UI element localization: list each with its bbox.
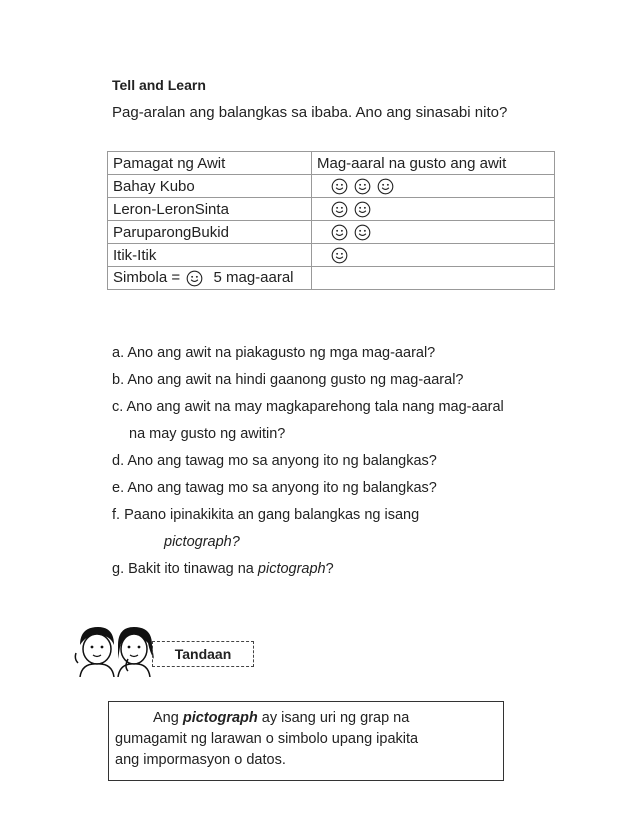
legend-prefix: Simbola = <box>113 269 181 287</box>
table-row <box>108 175 555 198</box>
face-cell <box>312 244 555 267</box>
question-d: d. Ano ang tawag mo sa anyong ito ng balangkas? <box>112 453 437 469</box>
song-title: Itik-Itik <box>108 244 312 267</box>
definition-prefix: Ang <box>153 710 183 726</box>
smiley-icon <box>354 224 371 241</box>
question-e: e. Ano ang tawag mo sa anyong ito ng balangkas? <box>112 480 437 496</box>
question-g <box>112 556 592 583</box>
children-illustration <box>74 623 156 677</box>
empty-cell <box>312 267 555 290</box>
table-row <box>108 244 555 267</box>
question-list <box>112 340 592 583</box>
table-row <box>108 221 555 244</box>
table-header-row <box>108 152 555 175</box>
question-g-end: ? <box>325 561 334 577</box>
definition-line-1 <box>115 708 503 729</box>
legend-row <box>108 267 555 290</box>
smiley-icon <box>331 247 348 264</box>
face-cell <box>312 198 555 221</box>
definition-line-2: gumagamit ng larawan o simbolo upang ipakita <box>115 731 419 747</box>
face-cell <box>312 221 555 244</box>
question-g-term: pictograph <box>257 561 326 577</box>
song-title: Bahay Kubo <box>108 175 312 198</box>
legend-suffix: 5 mag-aaral <box>213 269 294 287</box>
table-row <box>108 198 555 221</box>
definition-line-3: ang impormasyon o datos. <box>115 752 286 768</box>
question-f: f. Paano ipinakikita an gang balangkas ng isang <box>112 507 420 523</box>
smiley-icon <box>331 201 348 218</box>
question-a: a. Ano ang awit na piakagusto ng mga mag-aaral? <box>112 345 436 361</box>
definition-box <box>108 701 504 781</box>
smiley-icon <box>377 178 394 195</box>
definition-rest: ay isang uri ng grap na <box>257 710 410 726</box>
section-heading: Tell and Learn <box>112 77 206 93</box>
song-title: ParuparongBukid <box>108 221 312 244</box>
intro-text: Pag-aralan ang balangkas sa ibaba. Ano ang sinasabi nito? <box>112 104 508 121</box>
question-g-text: g. Bakit ito tinawag na <box>112 561 258 577</box>
tandaan-label: Tandaan <box>152 641 254 667</box>
smiley-icon <box>186 270 203 287</box>
smiley-icon <box>331 224 348 241</box>
pictograph-table <box>107 151 555 290</box>
question-b: b. Ano ang awit na hindi gaanong gusto ng mag-aaral? <box>112 372 464 388</box>
question-c-continued: na may gusto ng awitin? <box>129 426 286 442</box>
song-title: Leron-LeronSinta <box>108 198 312 221</box>
question-f-continued: pictograph? <box>164 534 240 550</box>
header-students: Mag-aaral na gusto ang awit <box>312 152 555 175</box>
legend-cell <box>108 267 312 290</box>
smiley-icon <box>354 201 371 218</box>
smiley-icon <box>331 178 348 195</box>
definition-term: pictograph <box>182 710 258 726</box>
header-song: Pamagat ng Awit <box>108 152 312 175</box>
smiley-icon <box>354 178 371 195</box>
face-cell <box>312 175 555 198</box>
question-c: c. Ano ang awit na may magkaparehong tala nang mag-aaral <box>112 399 504 415</box>
